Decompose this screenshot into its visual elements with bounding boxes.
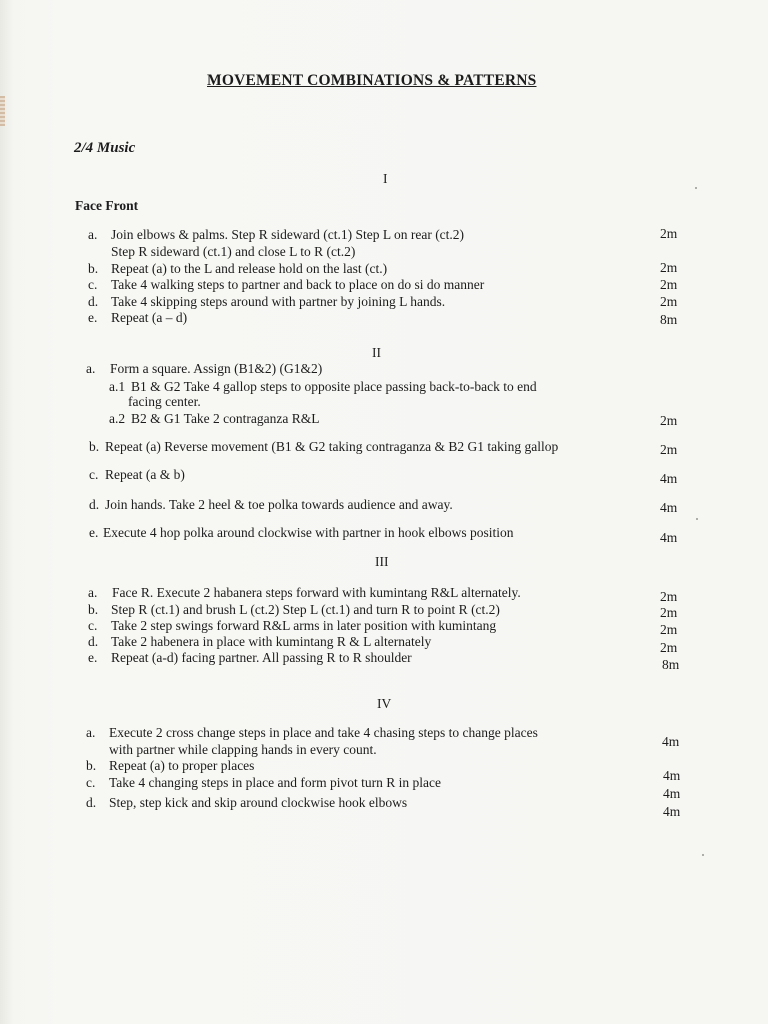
item-letter: b. [88,261,99,276]
item-text: with partner while clapping hands in every count. [109,742,377,757]
item-letter: c. [88,618,98,633]
item-letter: a. [88,585,98,600]
item-text: B1 & G2 Take 4 gallop steps to opposite place passing back-to-back to end [131,379,537,394]
music-label: 2/4 Music [74,140,136,156]
item-text: Execute 4 hop polka around clockwise with partner in hook elbows position [103,525,514,540]
paper-speck [696,518,698,520]
item-count: 2m [660,260,678,275]
section-heading-face-front: Face Front [75,198,139,213]
item-text: facing center. [128,394,201,409]
item-text: Repeat (a & b) [105,467,185,482]
item-letter: a. [88,227,98,242]
item-letter: a. [86,361,96,376]
item-letter: b. [89,439,100,454]
item-count: 2m [660,442,678,457]
item-text: Execute 2 cross change steps in place and take 4 chasing steps to change places [109,725,538,740]
section-numeral-iii: III [375,554,389,569]
item-letter: d. [89,497,100,512]
item-count: 2m [660,589,678,604]
paper-speck [695,187,697,189]
item-text: Form a square. Assign (B1&2) (G1&2) [110,361,323,376]
item-count: 8m [662,657,680,672]
item-count: 4m [660,530,678,545]
item-text: Take 4 walking steps to partner and back to place on do si do manner [111,277,485,292]
item-text: Take 2 step swings forward R&L arms in later position with kumintang [111,618,497,633]
item-letter: e. [89,525,99,540]
item-letter: e. [88,650,98,665]
item-count: 4m [660,471,678,486]
item-count: 4m [662,734,680,749]
item-count: 2m [660,640,678,655]
item-letter: b. [88,602,99,617]
item-letter: c. [86,775,96,790]
paper-edge-stain [0,96,5,126]
item-letter: c. [88,277,98,292]
item-text: Step R (ct.1) and brush L (ct.2) Step L (ct.1) and turn R to point R (ct.2) [111,602,500,617]
item-text: Repeat (a) to proper places [109,758,255,773]
item-count: 2m [660,413,678,428]
section-numeral-i: I [383,171,388,186]
item-text: Take 4 skipping steps around with partner by joining L hands. [111,294,446,309]
item-letter: a. [86,725,96,740]
item-count: 4m [663,804,681,819]
paper-speck [702,854,704,856]
item-count: 4m [660,500,678,515]
item-letter: c. [89,467,99,482]
item-letter: d. [86,795,97,810]
item-text: Repeat (a) to the L and release hold on the last (ct.) [111,261,388,276]
item-letter: d. [88,294,99,309]
item-text: Take 2 habenera in place with kumintang R & L alternately [111,634,432,649]
item-letter: d. [88,634,99,649]
item-count: 2m [660,294,678,309]
item-letter: a.1 [109,379,126,394]
item-text: Join hands. Take 2 heel & toe polka towards audience and away. [105,497,453,512]
document-title: MOVEMENT COMBINATIONS & PATTERNS [207,72,537,89]
item-text: Face R. Execute 2 habanera steps forward with kumintang R&L alternately. [112,585,521,600]
item-count: 2m [660,226,678,241]
item-count: 2m [660,277,678,292]
item-text: Step, step kick and skip around clockwise hook elbows [109,795,408,810]
item-letter: b. [86,758,97,773]
item-text: Repeat (a – d) [111,310,188,325]
item-count: 4m [663,786,681,801]
item-count: 2m [660,605,678,620]
item-letter: e. [88,310,98,325]
item-text: Take 4 changing steps in place and form pivot turn R in place [109,775,441,790]
item-count: 8m [660,312,678,327]
item-letter: a.2 [109,411,126,426]
item-count: 2m [660,622,678,637]
item-text: B2 & G1 Take 2 contraganza R&L [131,411,320,426]
item-text: Repeat (a) Reverse movement (B1 & G2 taking contraganza & B2 G1 taking gallop [105,439,559,454]
item-text: Join elbows & palms. Step R sideward (ct.1) Step L on rear (ct.2) [111,227,465,242]
item-text: Step R sideward (ct.1) and close L to R (ct.2) [111,244,356,259]
section-numeral-ii: II [372,345,381,360]
section-numeral-iv: IV [377,696,392,711]
item-text: Repeat (a-d) facing partner. All passing R to R shoulder [111,650,412,665]
item-count: 4m [663,768,681,783]
